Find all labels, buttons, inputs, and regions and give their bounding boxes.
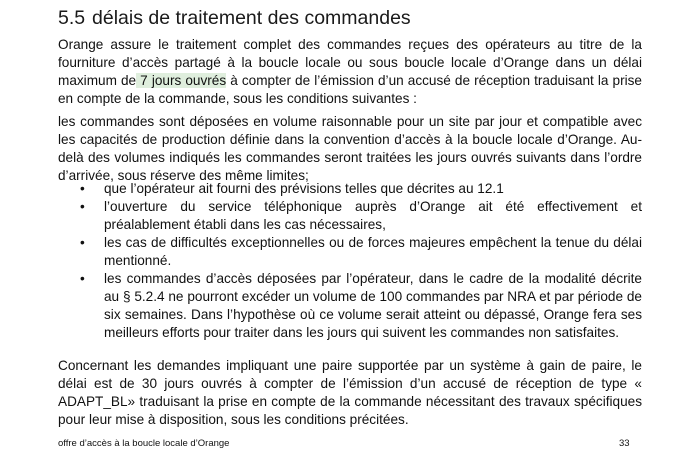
list-item-text: les commandes d’accès déposées par l’opérateur, dans le cadre de la modalité décrite au § 5.2.4 ne pourront excéder un volume de 100 commandes par NRA et par période de six semaines. Dans l’hypothèse où ce volume serait atteint ou dépassé, Orange fera ses meilleurs efforts pour traiter dans les jours qui suivent les commandes non satisfaites. <box>104 271 642 340</box>
list-item-text: l’ouverture du service téléphonique auprès d’Orange ait été effectivement et préalablement établi dans les cas nécessaires, <box>104 199 642 232</box>
list-item-text: les cas de difficultés exceptionnelles ou de forces majeures empêchent la tenue du délai mentionné. <box>104 235 642 268</box>
list-item <box>58 198 642 234</box>
section-number: 5.5 <box>58 7 86 29</box>
bullet-icon: • <box>80 181 85 196</box>
conditions-list <box>58 180 642 342</box>
list-item-text: que l’opérateur ait fourni des prévisions telles que décrites au 12.1 <box>104 181 504 196</box>
list-item <box>58 270 642 342</box>
highlighted-deadline: 7 jours ouvrés <box>136 73 227 88</box>
paired-orders-paragraph: Concernant les demandes impliquant une paire supportée par un système à gain de paire, le délai est de 30 jours ouvrés à compter de l’émission d’un accusé de réception de type « ADAPT_BL» traduisant la prise en compte de la commande nécessitant des travaux spécifiques pour leur mise à disposition, sous les conditions précitées. <box>58 358 642 427</box>
section-title: délais de traitement des commandes <box>92 7 411 29</box>
list-item <box>58 234 642 270</box>
page-number: 33 <box>619 438 630 449</box>
bullet-icon: • <box>80 271 85 286</box>
intro-text-end: à compter de l’émission d’un accusé de réception traduisant la prise en compte de la commande, sous les conditions suivantes : <box>58 73 642 106</box>
conditions-paragraph: les commandes sont déposées en volume raisonnable pour un site par jour et compatible avec les capacités de production définie dans la convention d’accès à la boucle locale d’Orange. Au-delà des volumes indiqués les commandes seront traitées les jours ouvrés suivants dans l’ordre d’arrivée, sous réserve des même limites; <box>58 114 642 183</box>
intro-text-start: Orange assure le traitement complet des commandes reçues des opérateurs au titre de la fourniture d’accès partagé à la boucle locale ou sous boucle locale d’Orange dans un délai maximum de <box>58 37 642 88</box>
footer-label: offre d’accès à la boucle locale d’Orange <box>58 438 230 449</box>
list-item <box>58 180 642 198</box>
bullet-icon: • <box>80 235 85 250</box>
intro-paragraph <box>58 36 642 108</box>
section-heading <box>58 6 411 30</box>
bullet-icon: • <box>80 199 85 214</box>
